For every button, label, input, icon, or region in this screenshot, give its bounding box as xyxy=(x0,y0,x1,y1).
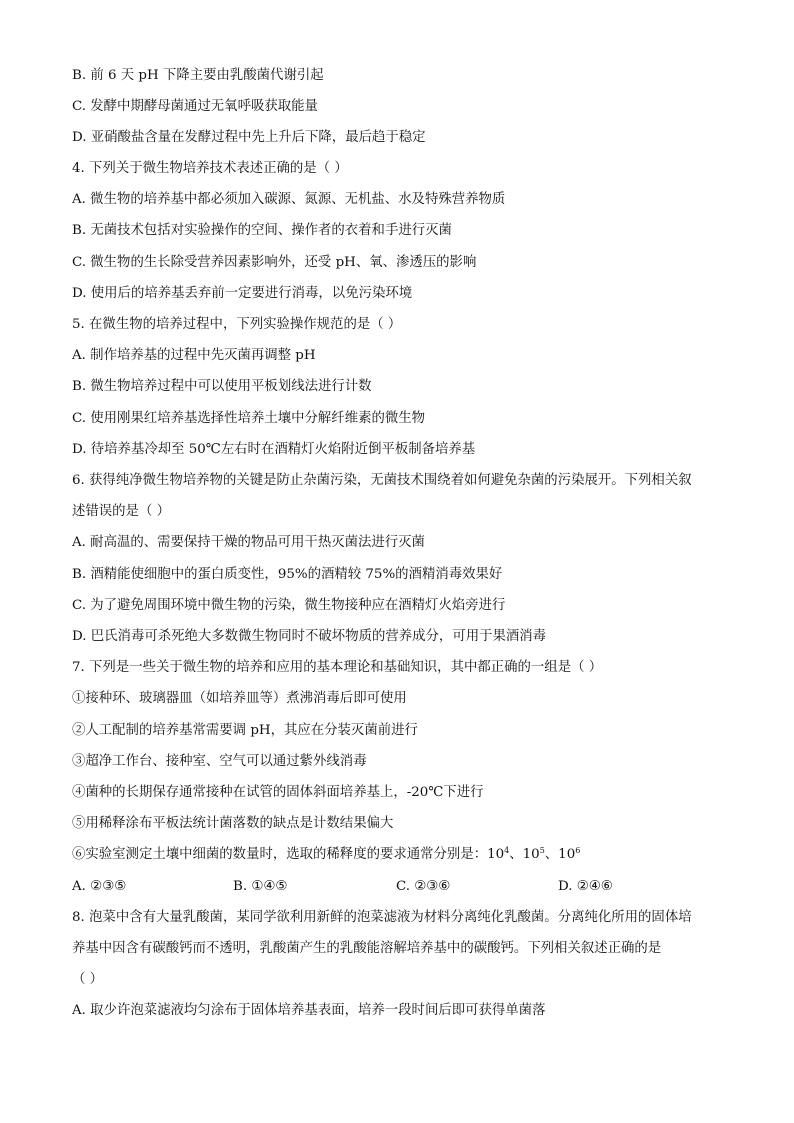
separator-1: 、10 xyxy=(509,847,540,862)
q8-stem-line3: （ ） xyxy=(72,972,104,987)
q7-option-a: A. ②③⑤ xyxy=(72,879,127,894)
exponent-5: 5 xyxy=(539,846,545,855)
q7-item-3: ③超净工作台、接种室、空气可以通过紫外线消毒 xyxy=(72,754,367,769)
exponent-6: 6 xyxy=(575,846,581,855)
q5-option-a: A. 制作培养基的过程中先灭菌再调整 pH xyxy=(72,348,316,363)
q6-stem-line1: 6. 获得纯净微生物培养物的关键是防止杂菌污染，无菌技术围绕着如何避免杂菌的污染展开。下列相关叙 xyxy=(72,473,692,488)
q3-option-c: C. 发酵中期酵母菌通过无氧呼吸获取能量 xyxy=(72,99,318,114)
q7-item-4: ④菌种的长期保存通常接种在试管的固体斜面培养基上，-20℃下进行 xyxy=(72,785,484,800)
q7-item-2: ②人工配制的培养基常需要调 pH，其应在分装灭菌前进行 xyxy=(72,723,418,738)
q4-option-a: A. 微生物的培养基中都必须加入碳源、氮源、无机盐、水及特殊营养物质 xyxy=(72,192,506,207)
q6-option-d: D. 巴氏消毒可杀死绝大多数微生物同时不破坏物质的营养成分，可用于果酒消毒 xyxy=(72,629,547,644)
q7-stem: 7. 下列是一些关于微生物的培养和应用的基本理论和基础知识，其中都正确的一组是（ ） xyxy=(72,660,603,675)
q4-option-c: C. 微生物的生长除受营养因素影响外，还受 pH、氧、渗透压的影响 xyxy=(72,255,477,270)
q7-item-1: ①接种环、玻璃器皿（如培养皿等）煮沸消毒后即可使用 xyxy=(72,691,407,706)
q5-stem: 5. 在微生物的培养过程中，下列实验操作规范的是（ ） xyxy=(72,317,402,332)
q8-stem-line1: 8. 泡菜中含有大量乳酸菌，某同学欲利用新鲜的泡菜滤液为材料分离纯化乳酸菌。分离纯化所用的固体培 xyxy=(72,910,692,925)
q8-stem-line2: 养基中因含有碳酸钙而不透明，乳酸菌产生的乳酸能溶解培养基中的碳酸钙。下列相关叙述正确的是 xyxy=(72,941,662,956)
q7-option-b: B. ①④⑤ xyxy=(233,879,288,894)
q4-option-d: D. 使用后的培养基丢弃前一定要进行消毒，以免污染环境 xyxy=(72,286,413,301)
q3-option-b: B. 前 6 天 pH 下降主要由乳酸菌代谢引起 xyxy=(72,68,324,83)
q6-stem-line2: 述错误的是（ ） xyxy=(72,504,170,519)
q8-option-a: A. 取少许泡菜滤液均匀涂布于固体培养基表面，培养一段时间后即可获得单菌落 xyxy=(72,1003,546,1018)
q7-option-c: C. ②③⑥ xyxy=(396,879,451,894)
q7-option-d: D. ②④⑥ xyxy=(558,879,613,894)
q7-options-row xyxy=(72,877,732,897)
q4-stem: 4. 下列关于微生物培养技术表述正确的是（ ） xyxy=(72,161,348,176)
q7-item-6 xyxy=(72,845,732,865)
q7-item-5: ⑤用稀释涂布平板法统计菌落数的缺点是计数结果偏大 xyxy=(72,816,394,831)
q3-option-d: D. 亚硝酸盐含量在发酵过程中先上升后下降，最后趋于稳定 xyxy=(72,130,426,145)
q7-item-6-text: ⑥实验室测定土壤中细菌的数量时，选取的稀释度的要求通常分别是：10 xyxy=(72,847,505,862)
exponent-4: 4 xyxy=(504,846,510,855)
q6-option-b: B. 酒精能使细胞中的蛋白质变性，95%的酒精较 75%的酒精消毒效果好 xyxy=(72,567,503,582)
q5-option-c: C. 使用刚果红培养基选择性培养土壤中分解纤维素的微生物 xyxy=(72,411,426,426)
q6-option-c: C. 为了避免周围环境中微生物的污染，微生物接种应在酒精灯火焰旁进行 xyxy=(72,598,506,613)
separator-2: 、10 xyxy=(544,847,576,862)
q5-option-b: B. 微生物培养过程中可以使用平板划线法进行计数 xyxy=(72,379,372,394)
q5-option-d: D. 待培养基冷却至 50℃左右时在酒精灯火焰附近倒平板制备培养基 xyxy=(72,442,476,457)
q4-option-b: B. 无菌技术包括对实验操作的空间、操作者的衣着和手进行灭菌 xyxy=(72,223,452,238)
q6-option-a: A. 耐高温的、需要保持干燥的物品可用干热灭菌法进行灭菌 xyxy=(72,535,425,550)
